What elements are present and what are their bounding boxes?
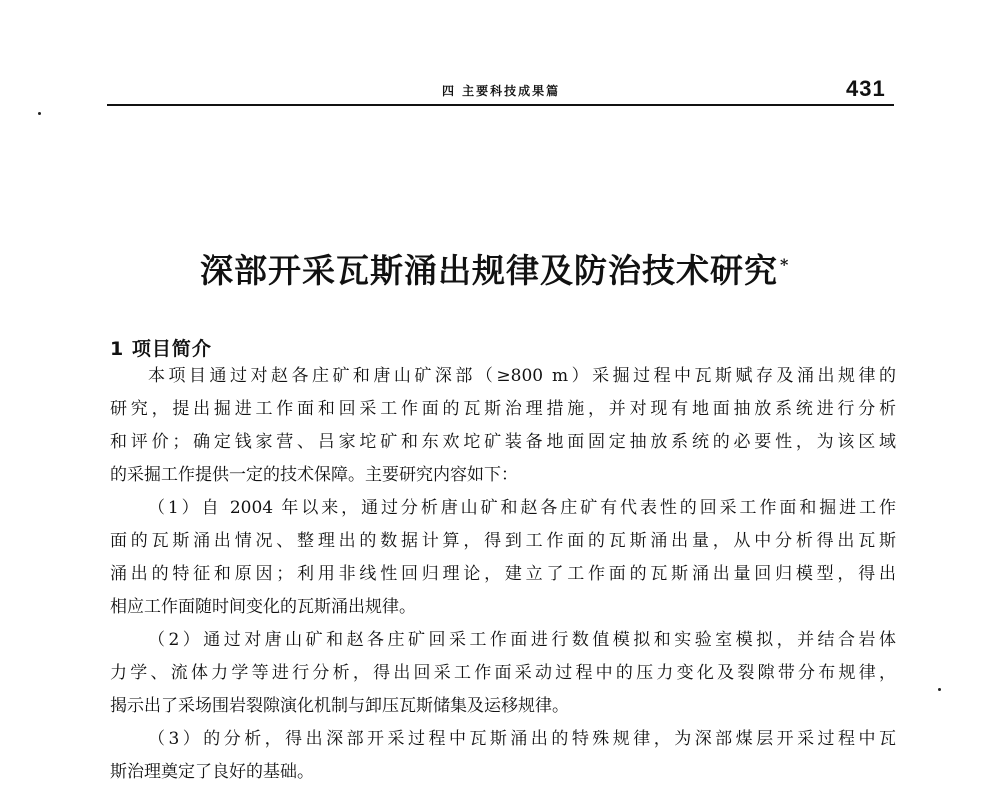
text-line: （3）的分析，得出深部开采过程中瓦斯涌出的特殊规律，为深部煤层开采过程中瓦 (148, 729, 896, 749)
body-text (110, 360, 896, 789)
paragraph-item-3 (110, 723, 896, 789)
text-line: 相应工作面随时间变化的瓦斯涌出规律。 (110, 597, 416, 617)
paragraph-item-1 (110, 492, 896, 624)
text-line: （1）自 2004 年以来，通过分析唐山矿和赵各庄矿有代表性的回采工作面和掘进工作 (148, 498, 896, 518)
page-number: 431 (846, 76, 886, 101)
paragraph-item-2 (110, 624, 896, 723)
header-section-title: 四 主要科技成果篇 (442, 84, 561, 98)
text-line: 的采掘工作提供一定的技术保障。主要研究内容如下： (110, 465, 518, 485)
section-heading: 1 项目简介 (110, 337, 212, 360)
text-line: 面的瓦斯涌出情况、整理出的数据计算，得到工作面的瓦斯涌出量，从中分析得出瓦斯 (110, 531, 896, 551)
text-line: 揭示出了采场围岩裂隙演化机制与卸压瓦斯储集及运移规律。 (110, 696, 569, 716)
scan-speck (38, 112, 41, 115)
text-line: 研究，提出掘进工作面和回采工作面的瓦斯治理措施，并对现有地面抽放系统进行分析 (110, 399, 896, 419)
article-title (200, 245, 820, 292)
text-line: （2）通过对唐山矿和赵各庄矿回采工作面进行数值模拟和实验室模拟，并结合岩体 (148, 630, 896, 650)
text-line: 涌出的特征和原因；利用非线性回归理论，建立了工作面的瓦斯涌出量回归模型，得出 (110, 564, 896, 584)
paragraph-intro (110, 360, 896, 492)
text-line: 力学、流体力学等进行分析，得出回采工作面采动过程中的压力变化及裂隙带分布规律， (110, 663, 896, 683)
footnote-mark: * (780, 255, 790, 275)
header-rule (107, 104, 894, 106)
article-title-text: 深部开采瓦斯涌出规律及防治技术研究 (200, 251, 778, 291)
scan-speck (938, 688, 941, 691)
text-line: 和评价；确定钱家营、吕家坨矿和东欢坨矿装备地面固定抽放系统的必要性，为该区域 (110, 432, 896, 452)
text-line: 斯治理奠定了良好的基础。 (110, 762, 314, 782)
text-line: 本项目通过对赵各庄矿和唐山矿深部（≥800 m）采掘过程中瓦斯赋存及涌出规律的 (148, 366, 896, 386)
